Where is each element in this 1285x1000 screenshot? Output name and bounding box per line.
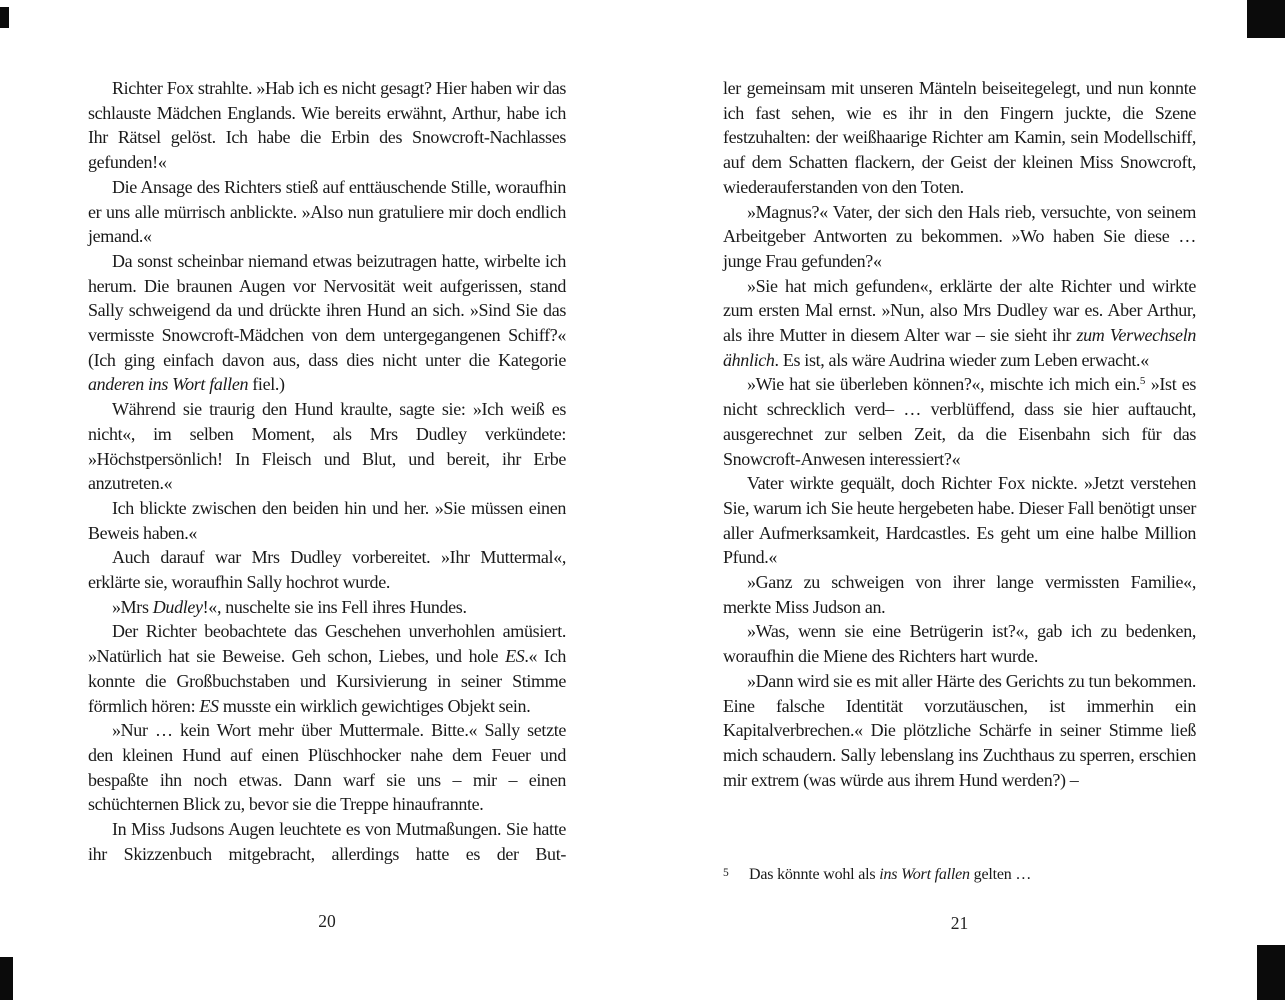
footnote-text: Das könnte wohl als ins Wort fallen gelten … — [749, 866, 1032, 883]
paragraph: Auch darauf war Mrs Dudley vorbereitet. »Ihr Muttermal«, erklärte sie, woraufhin Sally hochrot wurde. — [88, 547, 566, 593]
italic-text: zum Verwechseln ähnlich — [723, 325, 1196, 370]
paragraph: Vater wirkte gequält, doch Richter Fox nickte. »Jetzt verstehen Sie, warum ich Sie heute hergebeten habe. Dieser Fall benötigt unser aller Aufmerksamkeit, Hardcastles. Es geht um eine halbe Million Pfund.« — [723, 473, 1196, 568]
paragraph: »Wie hat sie überleben können?«, mischte ich mich ein.$^5$ »Ist es nicht schrecklich verd– … verblüffend, dass sie hier auftaucht, ausgerechnet zur selben Zeit, da die Eisenbahn sich für das Snowcroft-Anwesen interessiert?« — [723, 374, 1196, 469]
italic-text: ins Wort fallen — [879, 866, 970, 883]
paragraph: »Magnus?« Vater, der sich den Hals rieb, versuchte, von seinem Arbeitgeber Antworten zu bekommen. »Wo haben Sie diese … junge Frau gefunden?« — [723, 201, 1196, 271]
footnote-marker: 5 — [723, 867, 729, 879]
paragraph: »Ganz zu schweigen von ihrer lange vermissten Familie«, merkte Miss Judson an. — [723, 572, 1196, 617]
footnote-ref: 5 — [1139, 375, 1146, 388]
text-column-left — [88, 76, 566, 867]
italic-text: Dudley — [152, 596, 203, 617]
paragraph: Richter Fox strahlte. »Hab ich es nicht gesagt? Hier haben wir das schlauste Mädchen Englands. Wie bereits erwähnt, Arthur, habe ich Ihr Rätsel gelöst. Ich habe die Erbin des Snowcroft-Nachlasses gefunden!« — [88, 78, 566, 173]
paragraph: Während sie traurig den Hund kraulte, sagte sie: »Ich weiß es nicht«, im selben Moment, als Mrs Dudley verkündete: »Höchstpersönlich! In Fleisch und Blut, und bereit, ihr Erbe anzutreten.« — [88, 399, 566, 494]
paragraph: ler gemeinsam mit unseren Mänteln beiseitegelegt, und nun konnte ich fast sehen, wie es ihr in den Fingern juckte, die Szene festzuhalten: der weißhaarige Richter am Kamin, sein Modellschiff, auf dem Schatten flackern, der Geist der kleinen Miss Snowcroft, wiederauferstanden von den Toten. — [723, 78, 1196, 197]
scan-artifact-top-left — [0, 7, 9, 28]
italic-text: anderen ins Wort fallen — [88, 374, 249, 395]
paragraph: »Nur … kein Wort mehr über Muttermale. Bitte.« Sally setzte den kleinen Hund auf einen Plüschhocker nahe dem Feuer und bespaßte ihn noch etwas. Dann warf sie uns – mir – einen schüchternen Blick zu, bevor sie die Treppe hinaufrannte. — [88, 720, 566, 815]
paragraph: Ich blickte zwischen den beiden hin und her. »Sie müssen einen Beweis haben.« — [88, 497, 566, 543]
scan-artifact-top-right — [1247, 0, 1285, 38]
scan-artifact-bottom-left — [0, 957, 13, 1000]
scan-artifact-bottom-right — [1257, 945, 1285, 1000]
paragraph: »Dann wird sie es mit aller Härte des Gerichts zu tun bekommen. Eine falsche Identität vorzutäuschen, ist immerhin ein Kapitalverbrechen.« Die plötzliche Schärfe in seiner Stimme ließ mich schaudern. Sally lebenslang ins Zuchthaus zu sperren, erschien mir extrem (was würde aus ihrem Hund werden?) – — [723, 670, 1196, 790]
page-number-left: 20 — [318, 911, 336, 931]
italic-text: ES — [505, 646, 525, 667]
text-column-right — [723, 76, 1196, 792]
italic-text: ES — [199, 695, 219, 716]
paragraph: Die Ansage des Richters stieß auf enttäuschende Stille, woraufhin er uns alle mürrisch anblickte. »Also nun gratuliere mir doch endlich jemand.« — [88, 176, 566, 247]
page-number-right: 21 — [950, 913, 969, 933]
paragraph: Da sonst scheinbar niemand etwas beizutragen hatte, wirbelte ich herum. Die braunen Augen vor Nervosität weit aufgerissen, stand Sally schweigend da und drückte ihren Hund an sich. »Sind Sie das vermisste Snowcroft-Mädchen von dem untergegangenen Schiff?« (Ich ging einfach davon aus, dass dies nicht unter die Kategorie anderen ins Wort fallen fiel.) — [88, 250, 566, 395]
paragraph: In Miss Judsons Augen leuchtete es von Mutmaßungen. Sie hatte ihr Skizzenbuch mitgebracht, allerdings hatte es der But- — [88, 819, 566, 864]
footnote — [723, 864, 1196, 885]
paragraph: »Sie hat mich gefunden«, erklärte der alte Richter und wirkte zum ersten Mal ernst. »Nun, also Mrs Dudley war es. Aber Arthur, als ihre Mutter in diesem Alter war – sie sieht ihr zum Verwechseln ähnlich. Es ist, als wäre Audrina wieder zum Leben erwacht.« — [723, 275, 1196, 370]
paragraph: »Mrs Dudley!«, nuschelte sie ins Fell ihres Hundes. — [112, 596, 467, 617]
paragraph: Der Richter beobachtete das Geschehen unverhohlen amüsiert. »Natürlich hat sie Beweise. Geh schon, Liebes, und hole ES.« Ich konnte die Großbuchstaben und Kursivierung in seiner Stimme förmlich hören: ES musste ein wirklich gewichtiges Objekt sein. — [88, 621, 566, 716]
paragraph: »Was, wenn sie eine Betrügerin ist?«, gab ich zu bedenken, woraufhin die Miene des Richters hart wurde. — [723, 621, 1196, 667]
